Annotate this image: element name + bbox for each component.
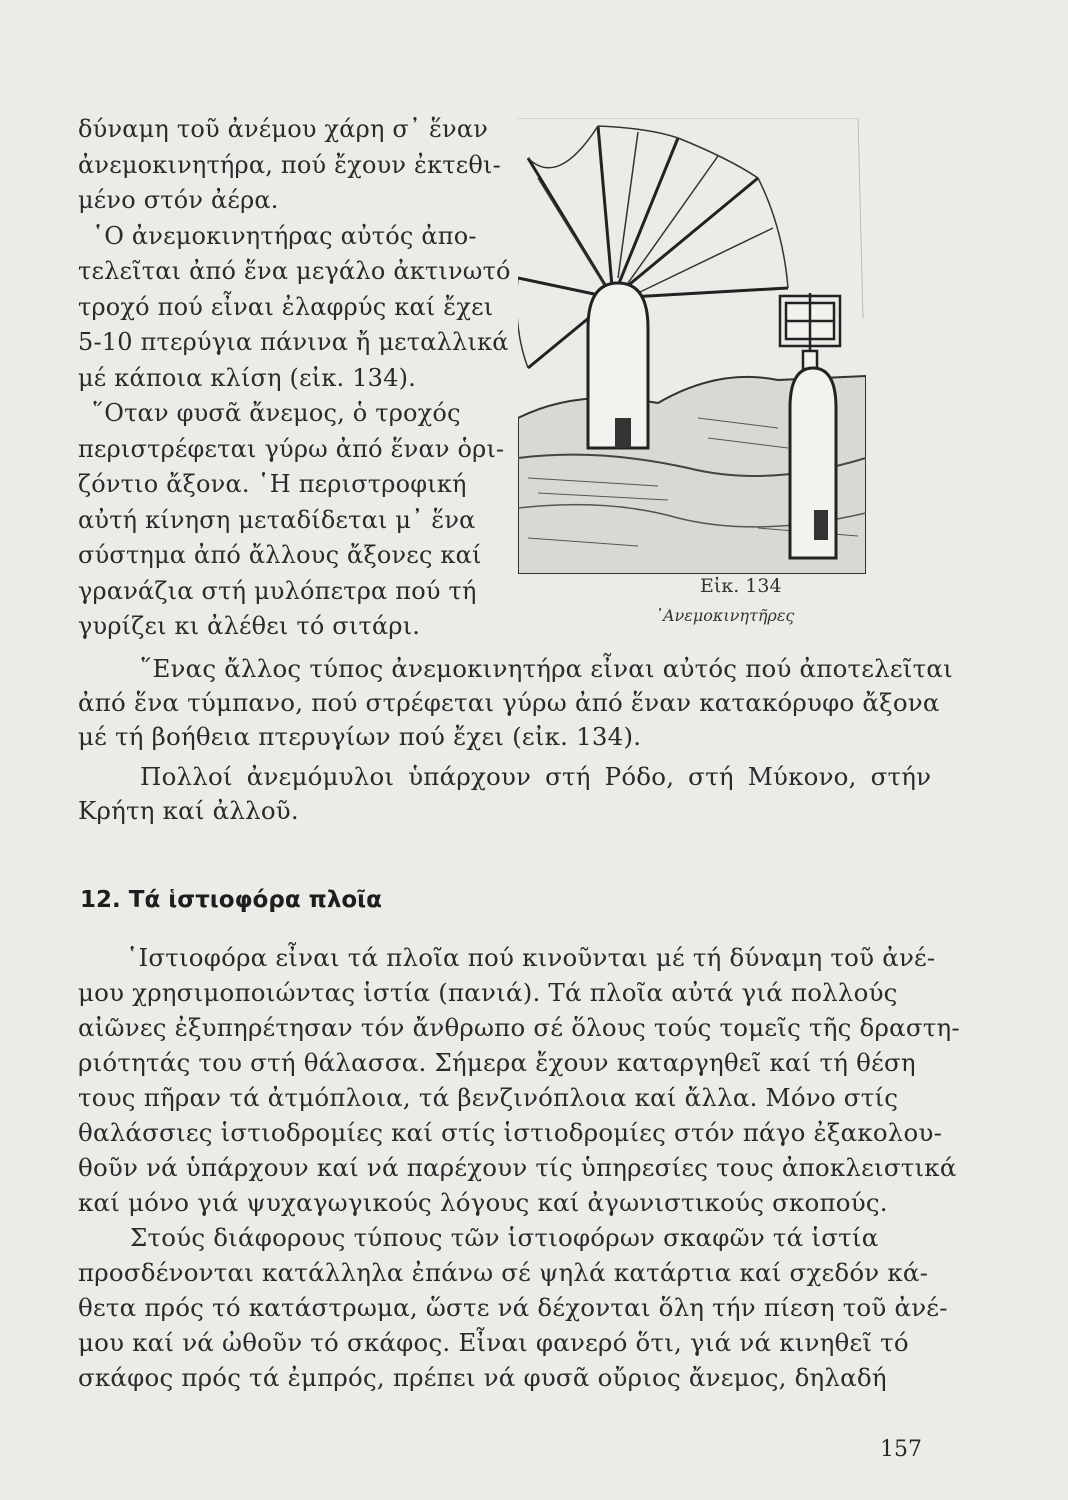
text-line: θαλάσσιες ἱστιοδρομίες καί στίς ἱστιοδρομίες στόν πάγο ἐξακολου- xyxy=(78,1118,943,1147)
paragraph-drum-windmill xyxy=(78,652,953,754)
text-line: ῞Οταν φυσᾶ ἄνεμος, ὁ τροχός xyxy=(92,399,461,427)
text-line: αἰῶνες ἐξυπηρέτησαν τόν ἄνθρωπο σέ ὅλους τούς τομεῖς τῆς δραστη- xyxy=(78,1013,960,1042)
text-line: μέ τή βοήθεια πτερυγίων πού ἔχει (εἰκ. 134). xyxy=(78,722,642,751)
page-number: 157 xyxy=(880,1437,922,1462)
text-line: ζόντιο ἄξονα. ῾Η περιστροφική xyxy=(78,470,467,498)
text-line: 5-10 πτερύγια πάνινα ἤ μεταλλικά xyxy=(78,328,509,356)
text-line: προσδένονται κατάλληλα ἐπάνω σέ ψηλά κατάρτια καί σχεδόν κά- xyxy=(78,1258,929,1287)
text-line: μένο στόν ἀέρα. xyxy=(78,186,279,214)
text-line: ριότητάς του στή θάλασσα. Σήμερα ἔχουν καταργηθεῖ καί τή θέση xyxy=(78,1048,916,1077)
text-line: καί μόνο γιά ψυχαγωγικούς λόγους καί ἀγωνιστικούς σκοπούς. xyxy=(78,1188,888,1217)
text-line: σκάφος πρός τά ἐμπρός, πρέπει νά φυσᾶ οὔριος ἄνεμος, δηλαδή xyxy=(78,1363,887,1392)
text-line: σύστημα ἀπό ἄλλους ἄξονες καί xyxy=(78,541,482,569)
text-line: δύναμη τοῦ ἀνέμου χάρη σ᾽ ἕναν xyxy=(78,115,489,143)
text-line: ἀπό ἕνα τύμπανο, πού στρέφεται γύρω ἀπό ἕναν κατακόρυφο ἄξονα xyxy=(78,688,940,717)
text-line: μέ κάποια κλίση (εἰκ. 134). xyxy=(78,363,417,392)
text-line: γρανάζια στή μυλόπετρα πού τή xyxy=(78,576,477,605)
text-line: ῞Ενας ἄλλος τύπος ἀνεμοκινητήρα εἶναι αὐτός πού ἀποτελεῖται xyxy=(140,654,953,683)
windmills-illustration xyxy=(518,118,866,574)
text-line: Κρήτη καί ἀλλοῦ. xyxy=(78,796,299,825)
text-line: τους πῆραν τά ἀτμόπλοια, τά βενζινόπλοια καί ἄλλα. Μόνο στίς xyxy=(78,1083,899,1112)
section-body xyxy=(78,940,960,1395)
text-line: ῾Ιστιοφόρα εἶναι τά πλοῖα πού κινοῦνται μέ τή δύναμη τοῦ ἀνέ- xyxy=(126,943,936,972)
text-line: ῾Ο ἀνεμοκινητήρας αὐτός ἀπο- xyxy=(92,221,477,250)
text-line: αὐτή κίνηση μεταδίδεται μ᾽ ἕνα xyxy=(78,505,476,534)
figure-number: Εἰκ. 134 xyxy=(700,575,782,597)
text-line: τελεῖται ἀπό ἕνα μεγάλο ἀκτινωτό xyxy=(78,257,511,285)
text-line: τροχό πού εἶναι ἐλαφρύς καί ἔχει xyxy=(78,292,494,321)
text-line: Στούς διάφορους τύπους τῶν ἱστιοφόρων σκαφῶν τά ἱστία xyxy=(130,1223,879,1252)
figure-caption: ᾽Ανεμοκινητῆρες xyxy=(655,606,795,625)
text-line: ἀνεμοκινητήρα, πού ἔχουν ἐκτεθι- xyxy=(78,150,501,179)
text-line: γυρίζει κι ἀλέθει τό σιτάρι. xyxy=(78,612,421,640)
text-line: θοῦν νά ὑπάρχουν καί νά παρέχουν τίς ὑπηρεσίες τους ἀποκλειστικά xyxy=(78,1153,957,1182)
text-column xyxy=(78,112,518,645)
text-line: Πολλοί ἀνεμόμυλοι ὑπάρχουν στή Ρόδο, στή Μύκονο, στήν xyxy=(140,762,932,791)
text-line: θετα πρός τό κατάστρωμα, ὥστε νά δέχονται ὅλη τήν πίεση τοῦ ἀνέ- xyxy=(78,1293,948,1322)
text-line: μου καί νά ὠθοῦν τό σκάφος. Εἶναι φανερό ὅτι, γιά νά κινηθεῖ τό xyxy=(78,1328,909,1357)
paragraph-windmill-locations xyxy=(78,760,938,828)
section-heading: 12. Τά ἱστιοφόρα πλοῖα xyxy=(80,887,382,913)
text-line: περιστρέφεται γύρω ἀπό ἕναν ὁρι- xyxy=(78,434,505,463)
text-line: μου χρησιμοποιώντας ἱστία (πανιά). Τά πλοῖα αὐτά γιά πολλούς xyxy=(78,978,898,1007)
